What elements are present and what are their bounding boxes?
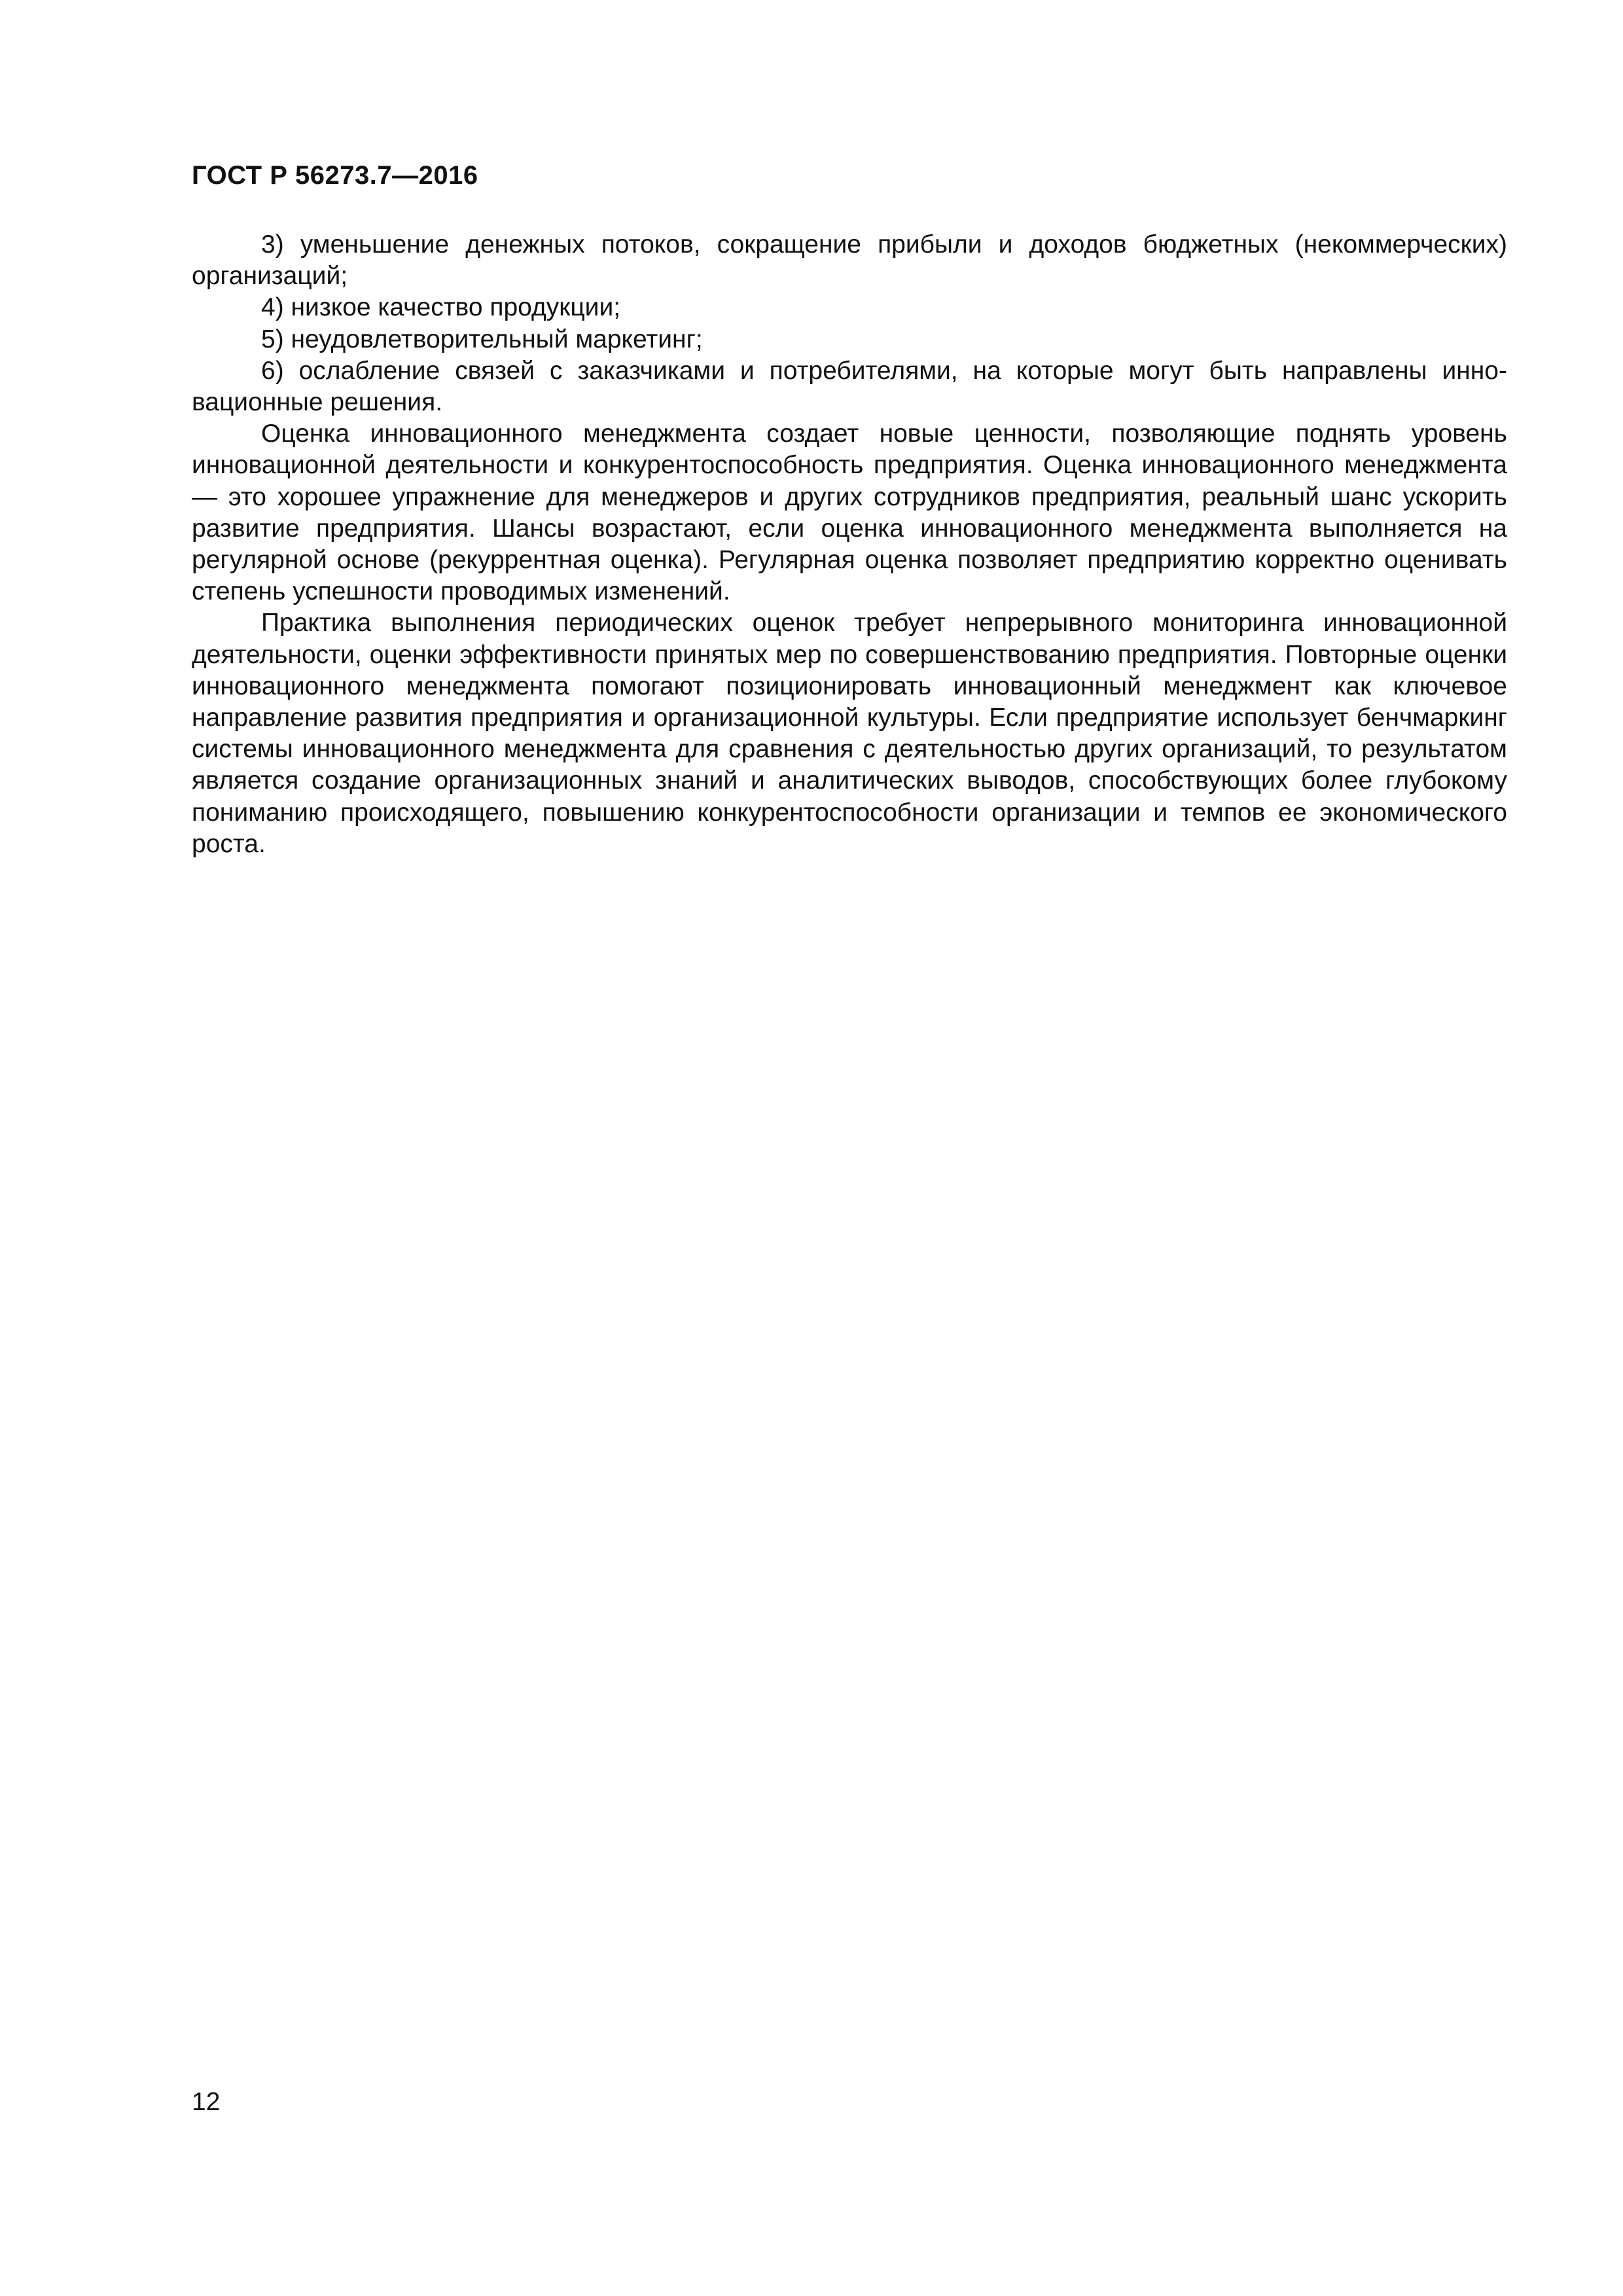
paragraph-periodic-assessment: Практика выполнения периодических оценок требует непрерывного мониторинга инновационной деятельности, оценки эффективности принятых мер по совершенствованию предприятия. Повторные оценки инновационного менеджмента помогают позиционировать инновационный менеджмент как ключевое направление развития предприятия и организационной культуры. Если предприятие использует бенчмаркинг системы инновационного менеджмента для сравнения с деятельностью других организаций, то результатом является создание организационных знаний и аналитических выводов, способствующих более глубокому пониманию происходящего, повышению конкурентоспособности организации и темпов ее экономического роста.	[192, 609, 1507, 858]
page-number: 12	[192, 2088, 221, 2116]
document-body	[192, 229, 1507, 860]
document-header: ГОСТ Р 56273.7—2016	[192, 161, 478, 190]
list-item-3: 3) уменьшение денежных потоков, сокращение прибыли и доходов бюджетных (некоммерческих) организаций;	[192, 230, 1507, 291]
list-item-6: 6) ослабление связей с заказчиками и потребителями, на которые могут быть направлены инновационные решения.	[192, 356, 1507, 417]
list-item-4: 4) низкое качество продукции;	[261, 293, 621, 322]
list-item-5: 5) неудовлетворительный маркетинг;	[261, 325, 703, 353]
paragraph-assessment-value: Оценка инновационного менеджмента создает новые ценности, позволяющие поднять уровень инновационной деятельности и конкурентоспособность предприятия. Оценка инновационного менеджмента — это хорошее упражнение для менеджеров и других сотрудников предприятия, реальный шанс ускорить развитие предприятия. Шансы возрастают, если оценка инновационного менеджмента выполняется на регулярной основе (рекуррентная оценка). Регулярная оценка позволяет предприятию корректно оценивать степень успешности проводимых изменений.	[192, 420, 1507, 606]
